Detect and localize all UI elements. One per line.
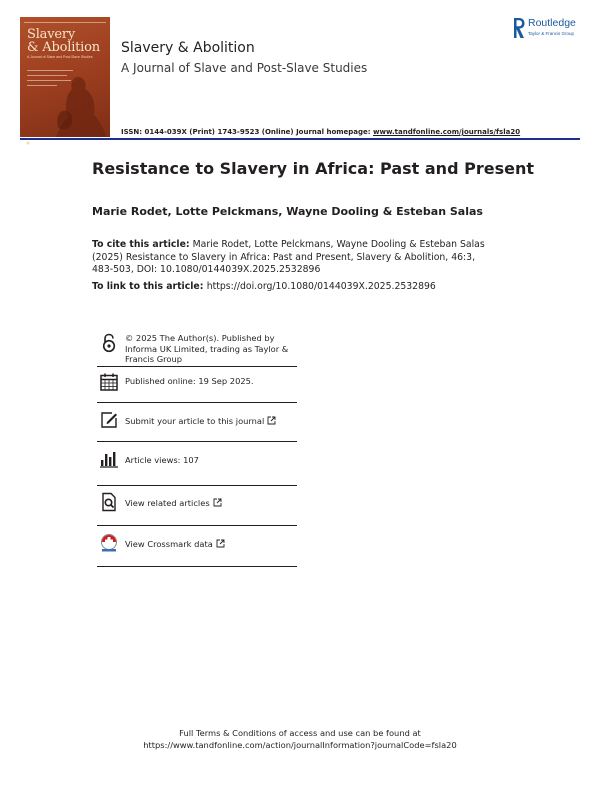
related-articles-row[interactable] xyxy=(97,492,297,514)
article-doi-link[interactable]: https://doi.org/10.1080/0144039X.2025.2532896 xyxy=(206,281,436,292)
external-link-icon xyxy=(216,539,225,548)
info-divider xyxy=(97,366,297,367)
cover-title-line2: & Abolition xyxy=(27,40,100,55)
info-divider xyxy=(97,441,297,442)
published-date: Published online: 19 Sep 2025. xyxy=(125,376,254,386)
crossmark-label: View Crossmark data xyxy=(125,539,213,549)
routledge-logo-icon xyxy=(512,16,526,40)
journal-cover-image xyxy=(20,17,110,145)
submit-article-label: Submit your article to this journal xyxy=(125,416,265,426)
article-title: Resistance to Slavery in Africa: Past and Present xyxy=(92,159,534,178)
article-views: Article views: 107 xyxy=(125,455,199,465)
license-text: © 2025 The Author(s). Published by Informa UK Limited, trading as Taylor & Francis Group xyxy=(125,333,289,364)
published-row xyxy=(97,372,297,394)
cover-publisher-logo: ▣ xyxy=(26,140,30,145)
article-authors: Marie Rodet, Lotte Pelckmans, Wayne Dooling & Esteban Salas xyxy=(92,205,483,218)
homepage-label: Journal homepage: xyxy=(296,128,374,136)
calendar-icon xyxy=(99,372,119,392)
license-row xyxy=(97,333,297,367)
external-link-icon xyxy=(267,416,276,425)
cover-figure-illustration xyxy=(48,71,108,137)
publisher-tagline: Taylor & Francis Group xyxy=(528,31,575,36)
citation-block xyxy=(92,239,492,277)
open-access-lock-icon xyxy=(99,333,119,353)
external-link-icon xyxy=(213,498,222,507)
related-articles-label: View related articles xyxy=(125,498,210,508)
info-divider xyxy=(97,525,297,526)
crossmark-link[interactable] xyxy=(125,539,301,550)
journal-homepage-link[interactable]: www.tandfonline.com/journals/fsla20 xyxy=(373,128,521,136)
cover-title-line1: Slavery xyxy=(27,27,76,42)
related-articles-link[interactable] xyxy=(125,498,301,509)
cover-decor-line xyxy=(24,22,106,23)
bar-chart-icon xyxy=(99,449,119,469)
info-divider xyxy=(97,402,297,403)
related-documents-icon xyxy=(99,492,119,512)
issn-text: ISSN: 0144-039X (Print) 1743-9523 (Online) xyxy=(121,128,297,136)
footer-terms-text: Full Terms & Conditions of access and use can be found at xyxy=(179,728,421,738)
cover-subtitle: A Journal of Slave and Post-Slave Studies xyxy=(27,55,93,59)
edit-pencil-icon xyxy=(99,410,119,430)
article-views-row xyxy=(97,449,297,471)
publisher-name: Routledge xyxy=(528,17,576,29)
header-divider xyxy=(20,138,580,140)
citation-label: To cite this article: xyxy=(92,239,190,250)
journal-subtitle: A Journal of Slave and Post-Slave Studies xyxy=(121,61,368,75)
issn-line xyxy=(121,128,520,136)
submit-article-link[interactable] xyxy=(125,416,301,427)
journal-name: Slavery & Abolition xyxy=(121,40,255,56)
crossmark-row[interactable] xyxy=(97,533,297,555)
info-divider xyxy=(97,485,297,486)
citation-text: Marie Rodet, Lotte Pelckmans, Wayne Dooling & Esteban Salas (2025) Resistance to Slavery in Africa: Past and Present, Slavery & Abolition, 46:3, 483-503, DOI: 10.1080/0144039X.2025.2532896 xyxy=(92,239,485,275)
submit-article-row[interactable] xyxy=(97,410,297,432)
article-link-label: To link to this article: xyxy=(92,281,207,292)
footer-terms-link[interactable]: https://www.tandfonline.com/action/journalInformation?journalCode=fsla20 xyxy=(143,739,457,750)
footer xyxy=(0,728,600,751)
crossmark-icon xyxy=(99,533,119,553)
article-link-line xyxy=(92,281,436,292)
info-divider xyxy=(97,566,297,567)
cover-title xyxy=(27,28,100,54)
